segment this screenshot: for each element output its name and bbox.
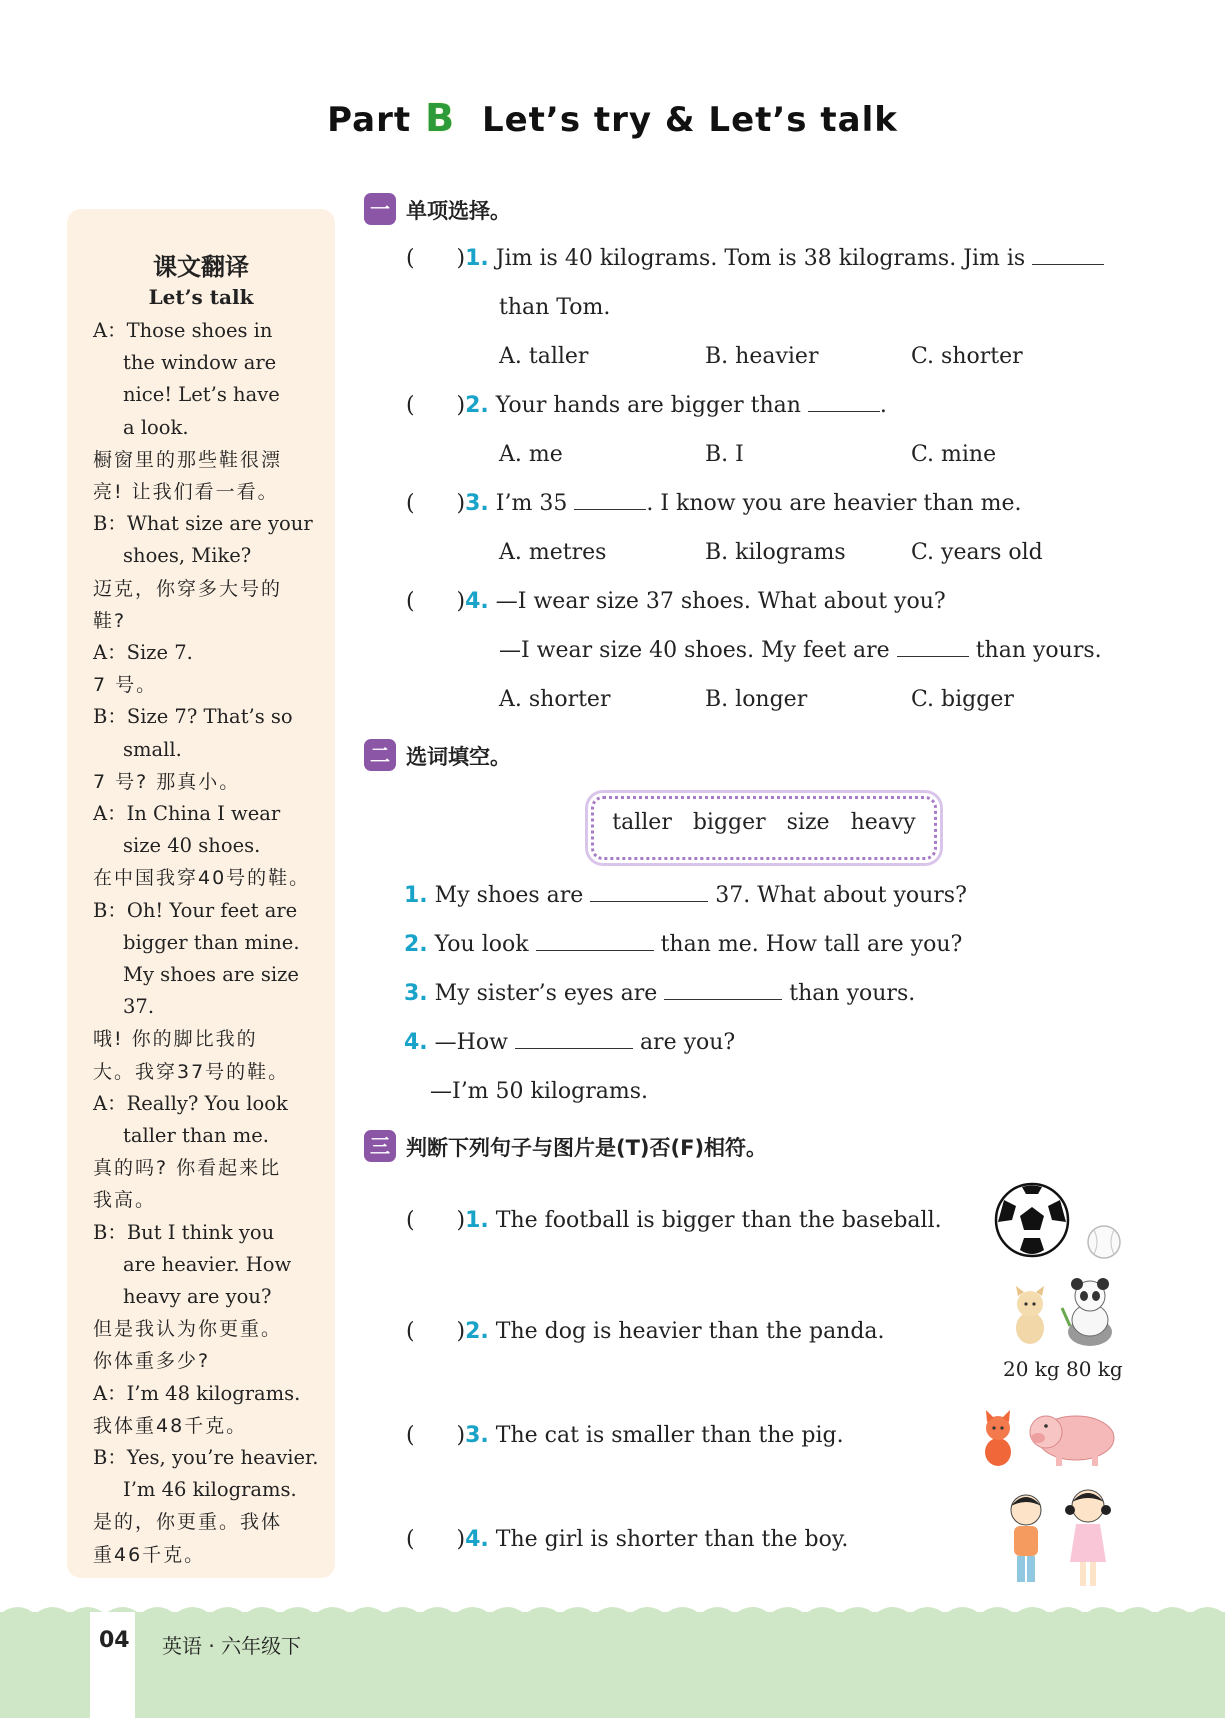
dialogue-line: nice! Let’s have [123,383,280,407]
dialogue-line: 重46千克。 [93,1543,206,1566]
tf-question-1 [406,1208,942,1233]
dialogue-line: B：What size are your [93,512,313,536]
dialogue-line: My shoes are size [123,963,299,986]
question-text-end: . [879,393,887,418]
question-text-end: than me. How tall are you? [660,932,963,957]
panda-weight-label: 80 kg [1066,1357,1123,1381]
answer-paren[interactable]: ( ) [406,393,466,418]
football-baseball-image [990,1180,1126,1268]
answer-blank[interactable] [536,950,654,951]
fill-question-4 [404,1030,735,1055]
dialogue-line: 橱窗里的那些鞋很漂 [93,448,283,471]
answer-blank[interactable] [664,999,782,1000]
dialogue-line: 是的，你更重。我体 [93,1511,283,1534]
cat-pig-image [976,1400,1122,1470]
option-a[interactable]: A. metres [499,540,607,565]
option-b[interactable]: B. kilograms [705,540,846,565]
option-c[interactable]: C. bigger [911,687,1014,712]
cat-icon [985,1410,1011,1466]
fill-question-2 [404,932,962,957]
question-text: The girl is shorter than the boy. [495,1527,849,1552]
dialogue-line: A：In China I wear [93,802,281,825]
answer-paren[interactable]: ( ) [406,1527,466,1552]
question-text: My shoes are [434,883,584,908]
answer-blank[interactable] [574,509,646,510]
question-number: 3. [465,491,489,516]
mc-question-2 [406,393,887,418]
dialogue-line: B：Size 7? That’s so [93,705,293,729]
mc-question-4 [406,589,946,614]
question-text: I’m 35 [495,491,568,516]
question-text: The football is bigger than the baseball. [495,1208,942,1233]
lesson-title: Let’s try & Let’s talk [481,100,898,140]
option-a[interactable]: A. shorter [499,687,611,712]
dialogue-line: A：Really? You look [93,1091,288,1115]
answer-paren[interactable]: ( ) [406,246,466,271]
boy-icon [1011,1495,1041,1582]
question-text: You look [434,932,529,957]
dialogue-line: a look. [123,415,189,439]
dialogue-line: are heavier. How [123,1252,292,1276]
question-text: —I wear size 37 shoes. What about you? [495,589,946,614]
section-3-badge: 三 [364,1130,396,1162]
question-text: The dog is heavier than the panda. [495,1319,885,1344]
tf-question-4 [406,1527,848,1552]
option-a[interactable]: A. taller [499,344,589,369]
question-number: 4. [465,1527,489,1552]
question-text-end: than yours. [975,638,1102,663]
question-number: 2. [404,932,428,957]
question-number: 2. [465,1319,489,1344]
question-text: Jim is 40 kilograms. Tom is 38 kilograms. Jim is [495,246,1026,271]
question-text: —How [434,1030,508,1055]
section-3-title: 判断下列句子与图片是(T)否(F)相符。 [406,1136,768,1160]
dialogue-line: shoes, Mike? [123,544,252,568]
dialogue-line: 7 号? 那真小。 [93,770,241,793]
answer-blank[interactable] [897,656,969,657]
mc-question-3 [406,491,1022,516]
question-text-end: 37. What about yours? [715,883,967,908]
dialogue-line: 在中国我穿40号的鞋。 [93,867,311,890]
dialogue-line: heavy are you? [123,1285,272,1308]
answer-paren[interactable]: ( ) [406,1319,466,1344]
option-c[interactable]: C. mine [911,442,997,467]
dialogue-line: small. [123,737,182,761]
dialogue-line: 大。我穿37号的鞋。 [93,1060,290,1083]
dialogue-line: 迈克，你穿多大号的 [93,577,283,600]
part-label: Part [327,100,412,140]
question-text: —I wear size 40 shoes. My feet are [499,638,890,663]
translation-sidebar [67,209,335,1578]
tf-question-3 [406,1423,844,1448]
question-text-end: . I know you are heavier than me. [646,491,1022,516]
section-2-badge: 二 [364,739,396,771]
footer-band [0,1612,1225,1718]
question-text-cont: than Tom. [499,295,611,320]
option-b[interactable]: B. I [705,442,744,467]
mc-question-1 [406,246,1104,271]
option-a[interactable]: A. me [499,442,563,467]
dialogue-line: A：Those shoes in [93,319,273,342]
dog-icon [1016,1286,1044,1344]
section-1-title: 单项选择。 [406,199,511,223]
dialogue-line: the window are [123,351,277,375]
baseball-icon [1088,1226,1120,1258]
dialogue-line: A：Size 7. [93,641,193,664]
sidebar-title: 课文翻译 [153,253,249,281]
dialogue-line: B：Yes, you’re heavier. [93,1446,319,1469]
dialogue-line: 我体重48千克。 [93,1414,248,1437]
option-c[interactable]: C. shorter [911,344,1023,369]
dialogue-line: I’m 46 kilograms. [123,1478,297,1502]
question-text-end: are you? [639,1030,736,1055]
dialogue-line: 你体重多少? [93,1350,211,1373]
question-number: 4. [465,589,489,614]
answer-paren[interactable]: ( ) [406,589,466,614]
pig-icon [1030,1416,1114,1466]
panda-icon [1062,1278,1112,1346]
football-icon [996,1184,1068,1256]
dog-weight-label: 20 kg [1003,1357,1060,1381]
word-bank: taller bigger size heavy [612,810,916,835]
page-title [0,96,1225,140]
dog-panda-image [1004,1278,1124,1352]
dialogue-line: 但是我认为你更重。 [93,1318,283,1341]
question-number: 1. [404,883,428,908]
dialogue-line: B：But I think you [93,1220,275,1244]
question-number: 4. [404,1030,428,1055]
answer-blank[interactable] [1032,264,1104,265]
question-text: The cat is smaller than the pig. [495,1423,844,1448]
dialogue-line: bigger than mine. [123,930,300,954]
answer-paren[interactable]: ( ) [406,1423,466,1448]
question-text-end: than yours. [789,981,916,1006]
dialogue-line: 亮! 让我们看一看。 [93,481,279,503]
answer-blank[interactable] [590,901,708,902]
sidebar-subtitle: Let’s talk [148,285,254,309]
dialogue-line: 我高。 [93,1189,157,1212]
question-text-cont [499,638,1102,663]
page-number: 04 [99,1628,130,1653]
tf-question-2 [406,1319,885,1344]
dialogue-line: size 40 shoes. [123,834,261,858]
dialogue-line: 7 号。 [93,674,158,697]
question-number: 2. [465,393,489,418]
question-number: 1. [465,1208,489,1233]
answer-blank[interactable] [515,1048,633,1049]
option-c[interactable]: C. years old [911,540,1043,565]
part-letter: B [425,96,456,140]
dialogue-line: 哦! 你的脚比我的 [93,1028,258,1051]
question-number: 3. [465,1423,489,1448]
boy-girl-image [996,1488,1124,1594]
answer-blank[interactable] [808,411,880,412]
dialogue-line: 37. [123,995,155,1019]
fill-question-3 [404,981,915,1006]
girl-icon [1065,1490,1111,1586]
dialogue-line: taller than me. [123,1124,270,1147]
question-text: My sister’s eyes are [434,981,658,1006]
dialogue-line: B：Oh! Your feet are [93,898,298,922]
fill-question-1 [404,883,967,908]
dialogue-line: A：I’m 48 kilograms. [93,1381,301,1405]
section-1-badge: 一 [364,193,396,225]
question-number: 1. [465,246,489,271]
question-number: 3. [404,981,428,1006]
question-text: Your hands are bigger than [495,393,801,418]
answer-paren[interactable]: ( ) [406,491,466,516]
option-b[interactable]: B. heavier [705,344,819,369]
option-b[interactable]: B. longer [705,687,808,712]
dialogue-line: 真的吗? 你看起来比 [93,1157,282,1180]
fill-question-4-answer: —I’m 50 kilograms. [430,1079,649,1104]
dialogue-line: 鞋? [93,609,127,632]
section-2-title: 选词填空。 [406,745,511,769]
course-label: 英语 · 六年级下 [162,1634,302,1658]
answer-paren[interactable]: ( ) [406,1208,466,1233]
